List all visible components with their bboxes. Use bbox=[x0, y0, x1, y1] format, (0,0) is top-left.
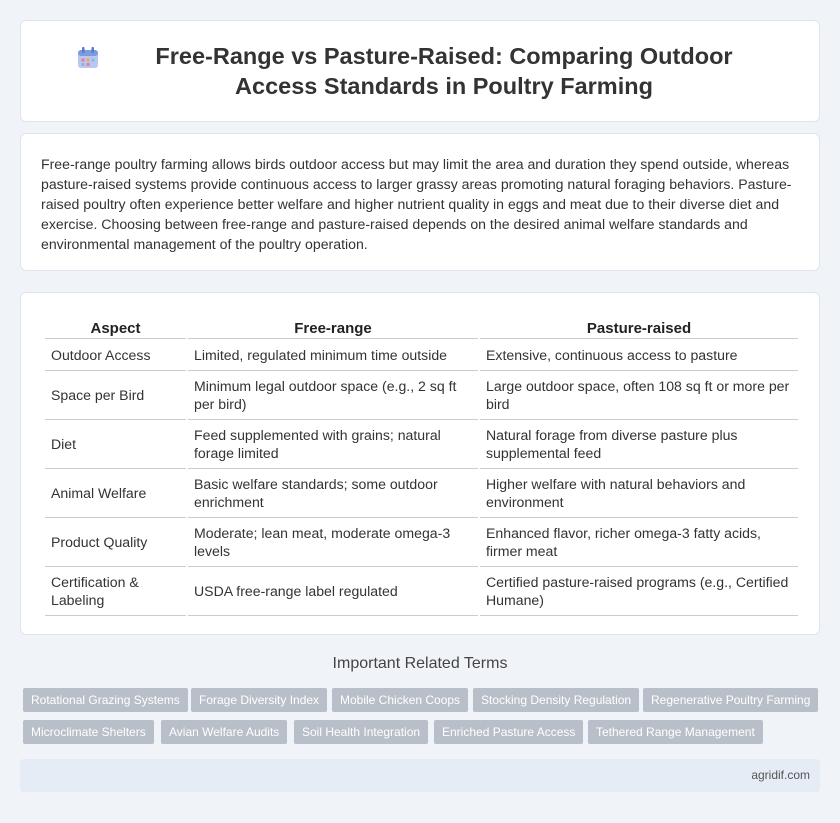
footer-bar bbox=[20, 759, 820, 792]
summary-paragraph: Free-range poultry farming allows birds outdoor access but may limit the area and duration they spend outside, whereas pasture-raised systems provide continuous access to larger grassy areas promoting natural foraging behaviors. Pasture-raised poultry often experience better welfare and higher nutrient quality in eggs and meat due to their diverse diet and exercise. Choosing between free-range and pasture-raised depends on the desired animal welfare standards and environmental management of the poultry operation. bbox=[41, 156, 792, 252]
table-cell: Animal Welfare bbox=[45, 469, 186, 518]
table-row bbox=[45, 420, 798, 469]
title-card bbox=[20, 20, 820, 122]
table-cell: Large outdoor space, often 108 sq ft or more per bird bbox=[480, 371, 798, 420]
related-term-tag[interactable]: Enriched Pasture Access bbox=[434, 720, 583, 744]
table-cell: Higher welfare with natural behaviors and environment bbox=[480, 469, 798, 518]
table-cell: Limited, regulated minimum time outside bbox=[188, 339, 478, 371]
page-title: Free-Range vs Pasture-Raised: Comparing Outdoor Access Standards in Poultry Farming bbox=[155, 43, 733, 99]
related-term-tag[interactable]: Avian Welfare Audits bbox=[161, 720, 287, 744]
table-cell: Natural forage from diverse pasture plus supplemental feed bbox=[480, 420, 798, 469]
table-cell: Product Quality bbox=[45, 518, 186, 567]
table-row bbox=[45, 518, 798, 567]
title-wrap bbox=[76, 41, 764, 101]
related-term-tag[interactable]: Forage Diversity Index bbox=[191, 688, 327, 712]
related-term-tag[interactable]: Rotational Grazing Systems bbox=[23, 688, 188, 712]
calendar-icon bbox=[76, 46, 100, 70]
table-row bbox=[45, 469, 798, 518]
table-cell: Enhanced flavor, richer omega-3 fatty acids, firmer meat bbox=[480, 518, 798, 567]
table-cell: Outdoor Access bbox=[45, 339, 186, 371]
table-header-row bbox=[45, 313, 798, 339]
table-cell: Extensive, continuous access to pasture bbox=[480, 339, 798, 371]
comparison-table bbox=[43, 313, 800, 616]
table-cell: Basic welfare standards; some outdoor enrichment bbox=[188, 469, 478, 518]
table-cell: Minimum legal outdoor space (e.g., 2 sq ft per bird) bbox=[188, 371, 478, 420]
related-term-tag[interactable]: Mobile Chicken Coops bbox=[332, 688, 468, 712]
table-row bbox=[45, 339, 798, 371]
header-pasture-raised: Pasture-raised bbox=[480, 313, 798, 339]
table-cell: Space per Bird bbox=[45, 371, 186, 420]
related-term-tag[interactable]: Soil Health Integration bbox=[294, 720, 428, 744]
related-term-tag[interactable]: Microclimate Shelters bbox=[23, 720, 154, 744]
footer-site-link[interactable]: agridif.com bbox=[751, 768, 810, 782]
related-term-tag[interactable]: Tethered Range Management bbox=[588, 720, 763, 744]
header-aspect: Aspect bbox=[45, 313, 186, 339]
related-term-tag[interactable]: Stocking Density Regulation bbox=[473, 688, 639, 712]
header-free-range: Free-range bbox=[188, 313, 478, 339]
table-cell: USDA free-range label regulated bbox=[188, 567, 478, 616]
comparison-table-card bbox=[20, 292, 820, 635]
related-term-tag[interactable]: Regenerative Poultry Farming bbox=[643, 688, 818, 712]
related-terms-title: Important Related Terms bbox=[332, 655, 508, 672]
table-cell: Certified pasture-raised programs (e.g., Certified Humane) bbox=[480, 567, 798, 616]
table-row bbox=[45, 567, 798, 616]
summary-card bbox=[20, 133, 820, 271]
table-cell: Certification & Labeling bbox=[45, 567, 186, 616]
table-row bbox=[45, 371, 798, 420]
table-cell: Feed supplemented with grains; natural forage limited bbox=[188, 420, 478, 469]
table-cell: Moderate; lean meat, moderate omega-3 levels bbox=[188, 518, 478, 567]
table-cell: Diet bbox=[45, 420, 186, 469]
